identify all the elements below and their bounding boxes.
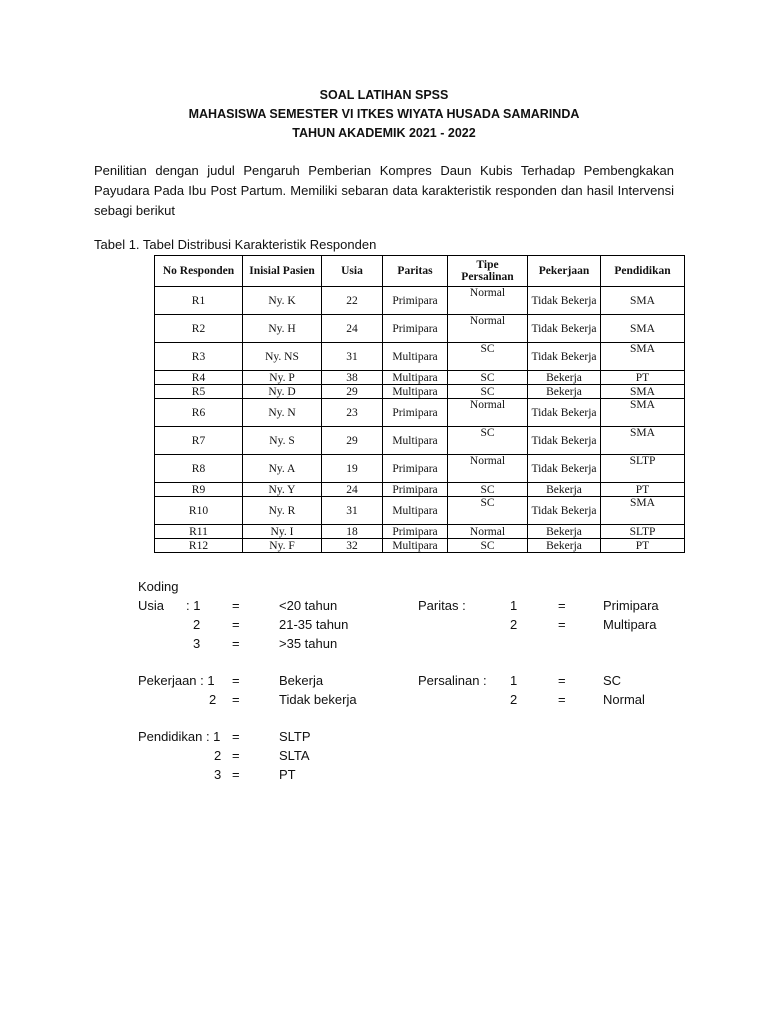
paritas-code-2: 2	[510, 617, 518, 632]
cell-no: R10	[155, 497, 243, 525]
usia-eq-1: =	[232, 598, 240, 613]
cell-tipe-persalinan: Normal	[448, 525, 528, 539]
cell-inisial: Ny. K	[243, 287, 322, 315]
cell-tipe-persalinan: SC	[448, 385, 528, 399]
usia-value-3: >35 tahun	[279, 636, 338, 651]
pekerjaan-label: Pekerjaan : 1	[138, 673, 215, 688]
header-pendidikan: Pendidikan	[601, 256, 685, 287]
pekerjaan-value-1: Bekerja	[279, 673, 324, 688]
header-usia: Usia	[322, 256, 383, 287]
cell-inisial: Ny. R	[243, 497, 322, 525]
usia-eq-2: =	[232, 617, 240, 632]
pendidikan-eq-1: =	[232, 729, 240, 744]
table-row	[155, 399, 685, 427]
cell-pekerjaan: Tidak Bekerja	[528, 343, 601, 371]
cell-paritas: Multipara	[383, 427, 448, 455]
cell-usia: 31	[322, 343, 383, 371]
cell-no: R7	[155, 427, 243, 455]
cell-paritas: Primipara	[383, 399, 448, 427]
cell-tipe-persalinan: Normal	[448, 399, 528, 427]
cell-pendidikan: SMA	[601, 315, 685, 343]
cell-pendidikan: SLTP	[601, 525, 685, 539]
cell-no: R11	[155, 525, 243, 539]
persalinan-value-1: SC	[603, 673, 622, 688]
pekerjaan-eq-2: =	[232, 692, 240, 707]
table-row	[155, 455, 685, 483]
pendidikan-value-1: SLTP	[279, 729, 311, 744]
cell-tipe-persalinan: SC	[448, 497, 528, 525]
paritas-code-1: 1	[510, 598, 518, 613]
cell-inisial: Ny. D	[243, 385, 322, 399]
pendidikan-value-2: SLTA	[279, 748, 310, 763]
paritas-value-2: Multipara	[603, 617, 657, 632]
table-row	[155, 525, 685, 539]
cell-inisial: Ny. A	[243, 455, 322, 483]
cell-tipe-persalinan: SC	[448, 371, 528, 385]
cell-no: R4	[155, 371, 243, 385]
cell-pekerjaan: Tidak Bekerja	[528, 399, 601, 427]
cell-usia: 19	[322, 455, 383, 483]
cell-paritas: Multipara	[383, 385, 448, 399]
table-row	[155, 343, 685, 371]
cell-pekerjaan: Bekerja	[528, 483, 601, 497]
title-line-3: TAHUN AKADEMIK 2021 - 2022	[292, 126, 476, 140]
cell-no: R6	[155, 399, 243, 427]
cell-inisial: Ny. N	[243, 399, 322, 427]
cell-no: R3	[155, 343, 243, 371]
cell-paritas: Multipara	[383, 343, 448, 371]
table-row	[155, 427, 685, 455]
cell-tipe-persalinan: SC	[448, 427, 528, 455]
cell-usia: 24	[322, 483, 383, 497]
intro-paragraph: Penilitian dengan judul Pengaruh Pemberian Kompres Daun Kubis Terhadap Pembengkakan Payudara Pada Ibu Post Partum. Memiliki sebaran data karakteristik responden dan hasil Intervensi sebagi berikut	[94, 163, 674, 218]
header-no-responden: No Responden	[155, 256, 243, 287]
cell-pekerjaan: Tidak Bekerja	[528, 287, 601, 315]
cell-pendidikan: SMA	[601, 497, 685, 525]
cell-usia: 18	[322, 525, 383, 539]
cell-tipe-persalinan: Normal	[448, 287, 528, 315]
cell-pendidikan: SLTP	[601, 455, 685, 483]
table-header-row	[155, 256, 685, 287]
cell-usia: 29	[322, 385, 383, 399]
cell-no: R12	[155, 539, 243, 553]
cell-inisial: Ny. I	[243, 525, 322, 539]
cell-paritas: Primipara	[383, 287, 448, 315]
table-row	[155, 287, 685, 315]
persalinan-eq-2: =	[558, 692, 566, 707]
persalinan-code-1: 1	[510, 673, 518, 688]
cell-pendidikan: PT	[601, 539, 685, 553]
cell-pendidikan: SMA	[601, 399, 685, 427]
cell-usia: 24	[322, 315, 383, 343]
cell-no: R2	[155, 315, 243, 343]
cell-inisial: Ny. P	[243, 371, 322, 385]
paritas-value-1: Primipara	[603, 598, 659, 613]
cell-pekerjaan: Tidak Bekerja	[528, 427, 601, 455]
cell-pekerjaan: Bekerja	[528, 371, 601, 385]
cell-pekerjaan: Tidak Bekerja	[528, 315, 601, 343]
cell-paritas: Primipara	[383, 525, 448, 539]
cell-paritas: Primipara	[383, 315, 448, 343]
persalinan-eq-1: =	[558, 673, 566, 688]
table-row	[155, 539, 685, 553]
cell-no: R9	[155, 483, 243, 497]
cell-no: R5	[155, 385, 243, 399]
cell-pekerjaan: Bekerja	[528, 525, 601, 539]
table-row	[155, 483, 685, 497]
usia-value-1: <20 tahun	[279, 598, 338, 613]
cell-inisial: Ny. NS	[243, 343, 322, 371]
cell-paritas: Multipara	[383, 497, 448, 525]
header-paritas: Paritas	[383, 256, 448, 287]
pendidikan-eq-2: =	[232, 748, 240, 763]
cell-paritas: Primipara	[383, 483, 448, 497]
paritas-eq-1: =	[558, 598, 566, 613]
header-tipe-persalinan: Tipe Persalinan	[448, 256, 528, 287]
pekerjaan-eq-1: =	[232, 673, 240, 688]
cell-usia: 31	[322, 497, 383, 525]
paritas-label: Paritas :	[418, 598, 466, 613]
cell-pendidikan: SMA	[601, 385, 685, 399]
cell-pendidikan: SMA	[601, 287, 685, 315]
title-line-2: MAHASISWA SEMESTER VI ITKES WIYATA HUSADA SAMARINDA	[188, 107, 580, 121]
persalinan-value-2: Normal	[603, 692, 645, 707]
cell-pekerjaan: Tidak Bekerja	[528, 497, 601, 525]
cell-inisial: Ny. F	[243, 539, 322, 553]
table-row	[155, 371, 685, 385]
pendidikan-code-2: 2	[214, 748, 222, 763]
usia-value-2: 21-35 tahun	[279, 617, 349, 632]
usia-code-3: 3	[193, 636, 201, 651]
cell-pekerjaan: Bekerja	[528, 539, 601, 553]
cell-usia: 23	[322, 399, 383, 427]
usia-label: Usia	[138, 598, 165, 613]
cell-usia: 32	[322, 539, 383, 553]
table-row	[155, 497, 685, 525]
usia-code-1: : 1	[186, 598, 201, 613]
cell-tipe-persalinan: Normal	[448, 455, 528, 483]
usia-code-2: 2	[193, 617, 201, 632]
cell-no: R8	[155, 455, 243, 483]
persalinan-label: Persalinan :	[418, 673, 487, 688]
pekerjaan-code-2: 2	[209, 692, 217, 707]
cell-pendidikan: SMA	[601, 427, 685, 455]
cell-usia: 29	[322, 427, 383, 455]
cell-paritas: Primipara	[383, 455, 448, 483]
cell-inisial: Ny. S	[243, 427, 322, 455]
cell-usia: 38	[322, 371, 383, 385]
pekerjaan-value-2: Tidak bekerja	[279, 692, 357, 707]
cell-pekerjaan: Bekerja	[528, 385, 601, 399]
pendidikan-code-3: 3	[214, 767, 222, 782]
cell-pendidikan: PT	[601, 371, 685, 385]
pendidikan-eq-3: =	[232, 767, 240, 782]
cell-no: R1	[155, 287, 243, 315]
cell-paritas: Multipara	[383, 539, 448, 553]
coding-title: Koding	[138, 579, 179, 594]
cell-tipe-persalinan: SC	[448, 539, 528, 553]
cell-inisial: Ny. Y	[243, 483, 322, 497]
respondent-table	[154, 255, 685, 553]
header-inisial-pasien: Inisial Pasien	[243, 256, 322, 287]
table-caption: Tabel 1. Tabel Distribusi Karakteristik Responden	[94, 237, 377, 252]
usia-eq-3: =	[232, 636, 240, 651]
table-body	[155, 287, 685, 553]
cell-paritas: Multipara	[383, 371, 448, 385]
cell-pendidikan: PT	[601, 483, 685, 497]
table-row	[155, 385, 685, 399]
pendidikan-value-3: PT	[279, 767, 296, 782]
title-line-1: SOAL LATIHAN SPSS	[319, 88, 449, 102]
cell-tipe-persalinan: SC	[448, 343, 528, 371]
cell-inisial: Ny. H	[243, 315, 322, 343]
persalinan-code-2: 2	[510, 692, 518, 707]
cell-tipe-persalinan: SC	[448, 483, 528, 497]
cell-pekerjaan: Tidak Bekerja	[528, 455, 601, 483]
paritas-eq-2: =	[558, 617, 566, 632]
cell-pendidikan: SMA	[601, 343, 685, 371]
pendidikan-label: Pendidikan : 1	[138, 729, 221, 744]
cell-usia: 22	[322, 287, 383, 315]
table-row	[155, 315, 685, 343]
header-pekerjaan: Pekerjaan	[528, 256, 601, 287]
cell-tipe-persalinan: Normal	[448, 315, 528, 343]
